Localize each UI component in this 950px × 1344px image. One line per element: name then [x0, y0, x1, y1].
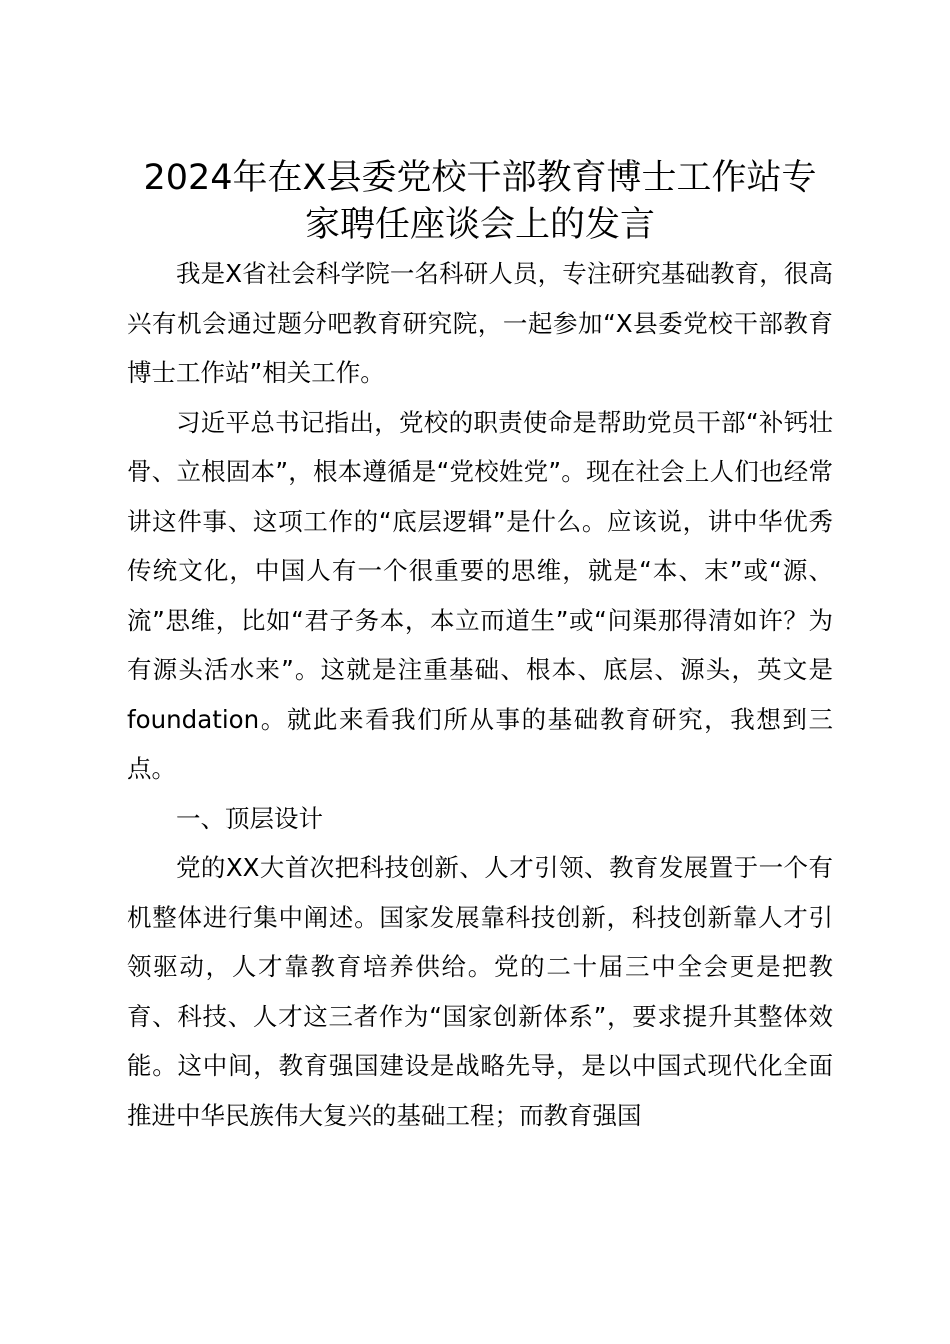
- paragraph-background: 习近平总书记指出，党校的职责使命是帮助党员干部“补钙壮骨、立根固本”，根本遵循是“党校姓党”。现在社会上人们也经常讲这件事、这项工作的“底层逻辑”是什么。应该说，讲中华优秀传统文化，中国人有一个很重要的思维，就是“本、末”或“源、流”思维，比如“君子务本，本立而道生”或“问渠那得清如许？为有源头活水来”。这就是注重基础、根本、底层、源头，英文是foundation。就此来看我们所从事的基础教育研究，我想到三点。: [127, 407, 833, 783]
- paragraph-intro: 我是X省社会科学院一名科研人员，专注研究基础教育，很高兴有机会通过题分吧教育研究院，一起参加“X县委党校干部教育博士工作站”相关工作。: [127, 259, 833, 387]
- document-title: 2024年在X县委党校干部教育博士工作站专家聘任座谈会上的发言: [143, 158, 817, 245]
- document-body: [127, 155, 833, 1140]
- paragraph-top-level-design: 党的XX大首次把科技创新、人才引领、教育发展置于一个有机整体进行集中阐述。国家发展靠科技创新，科技创新靠人才引领驱动，人才靠教育培养供给。党的二十届三中全会更是把教育、科技、人才这三者作为“国家创新体系”，要求提升其整体效能。这中间，教育强国建设是战略先导，是以中国式现代化全面推进中华民族伟大复兴的基础工程；而教育强国: [127, 853, 833, 1130]
- section-heading-top-level-design: 一、顶层设计: [176, 803, 323, 833]
